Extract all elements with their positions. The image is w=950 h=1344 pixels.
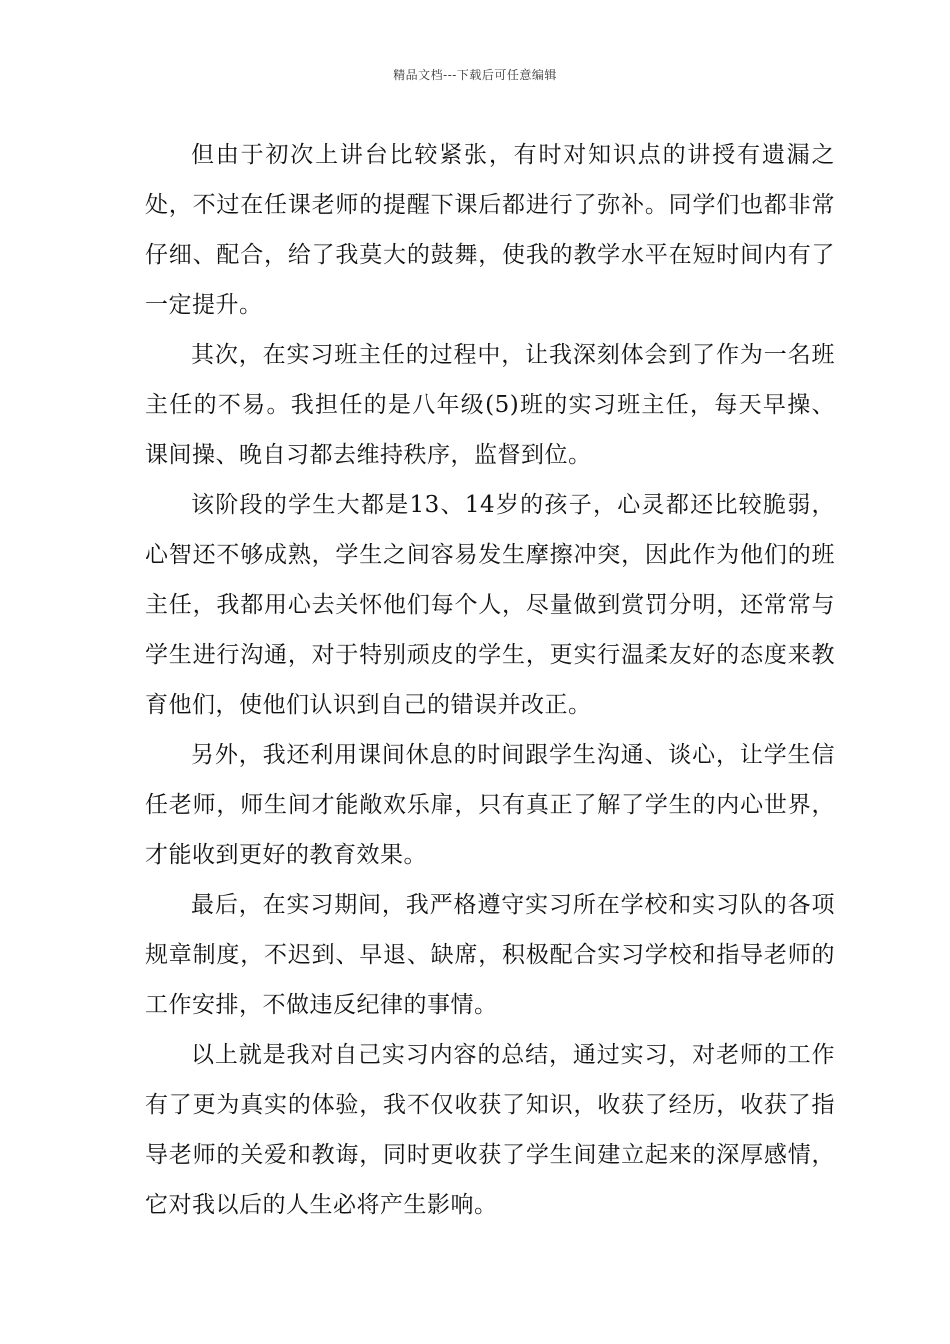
paragraph-students: 该阶段的学生大都是13、14岁的孩子，心灵都还比较脆弱，心智还不够成熟，学生之间容易发生摩擦冲突，因此作为他们的班主任，我都用心去关怀他们每个人，尽量做到赏罚分明，还常常与学生进行沟通，对于特别顽皮的学生，更实行温柔友好的态度来教育他们，使他们认识到自己的错误并改正。	[145, 492, 835, 718]
paragraph-teaching: 但由于初次上讲台比较紧张，有时对知识点的讲授有遗漏之处，不过在任课老师的提醒下课后都进行了弥补。同学们也都非常仔细、配合，给了我莫大的鼓舞，使我的教学水平在短时间内有了一定提升。	[145, 142, 835, 318]
paragraph-conclusion: 以上就是我对自己实习内容的总结，通过实习，对老师的工作有了更为真实的体验，我不仅收获了知识，收获了经历，收获了指导老师的关爱和教诲，同时更收获了学生间建立起来的深厚感情，它对我以后的人生必将产生影响。	[145, 1042, 835, 1218]
paragraph-communication: 另外，我还利用课间休息的时间跟学生沟通、谈心，让学生信任老师，师生间才能敞欢乐扉，只有真正了解了学生的内心世界，才能收到更好的教育效果。	[145, 742, 835, 868]
document-body	[145, 130, 835, 1230]
page-header: 精品文档---下载后可任意编辑	[393, 68, 557, 82]
paragraph-discipline: 最后，在实习期间，我严格遵守实习所在学校和实习队的各项规章制度，不迟到、早退、缺席，积极配合实习学校和指导老师的工作安排，不做违反纪律的事情。	[145, 892, 835, 1018]
paragraph-class-teacher: 其次，在实习班主任的过程中，让我深刻体会到了作为一名班主任的不易。我担任的是八年级(5)班的实习班主任，每天早操、课间操、晚自习都去维持秩序，监督到位。	[145, 342, 835, 468]
